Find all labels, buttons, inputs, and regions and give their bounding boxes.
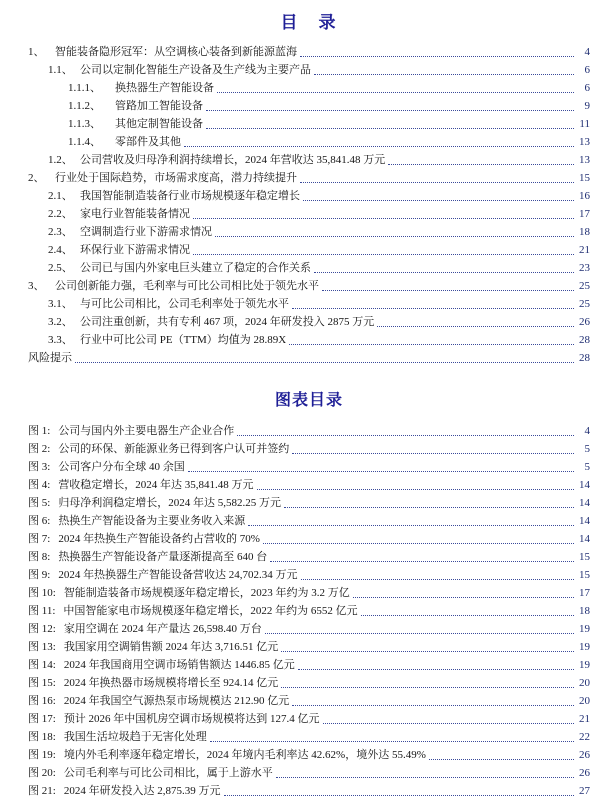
- dot-leader: [75, 362, 574, 363]
- dot-leader: [237, 435, 574, 436]
- figure-entry-page: 17: [579, 587, 590, 599]
- figure-entry[interactable]: [28, 746, 590, 764]
- toc-entry-number: 2.1、: [48, 190, 73, 202]
- figure-entry-number: 图 12:: [28, 623, 56, 635]
- toc-entry-number: 2.3、: [48, 226, 73, 238]
- figure-entry-title: 2024 年换热器市场规模将增长至 924.14 亿元: [63, 677, 279, 689]
- toc-entry-number: 2.5、: [48, 262, 73, 274]
- figure-entry-page: 14: [579, 479, 590, 491]
- toc-entry-page: 17: [579, 208, 590, 220]
- figure-entry-number: 图 1:: [28, 425, 51, 437]
- dot-leader: [353, 597, 574, 598]
- toc-entry-title: 公司创新能力强，毛利率与可比公司相比处于领先水平: [55, 280, 319, 292]
- toc-entry-page: 26: [579, 316, 590, 328]
- figure-entry-page: 27: [579, 785, 590, 797]
- toc-entry[interactable]: [28, 349, 590, 367]
- figure-entry[interactable]: [28, 548, 590, 566]
- figure-entry-title: 热换生产智能设备为主要业务收入来源: [58, 515, 246, 527]
- toc-entry-title: 其他定制智能设备: [115, 118, 203, 130]
- figure-entry[interactable]: [28, 710, 590, 728]
- toc-entry-page: 4: [584, 46, 590, 58]
- figure-entry[interactable]: [28, 602, 590, 620]
- toc-entry-page: 23: [579, 262, 590, 274]
- figure-entry-number: 图 19:: [28, 749, 56, 761]
- figure-entry-title: 家用空调在 2024 年产量达 26,598.40 万台: [63, 623, 262, 635]
- toc-entry[interactable]: [28, 61, 590, 79]
- toc-entry-title: 公司已与国内外家电巨头建立了稳定的合作关系: [80, 262, 311, 274]
- toc-entry-title: 与可比公司相比，公司毛利率处于领先水平: [80, 298, 289, 310]
- figure-entry[interactable]: [28, 422, 590, 440]
- toc-entry-title: 零部件及其他: [115, 136, 181, 148]
- figure-entry-number: 图 17:: [28, 713, 56, 725]
- dot-leader: [429, 759, 574, 760]
- figure-entry-title: 热换器生产智能设备产量逐渐提高至 640 台: [58, 551, 268, 563]
- figure-entry-page: 15: [579, 569, 590, 581]
- figure-entry-number: 图 8:: [28, 551, 51, 563]
- dot-leader: [361, 615, 574, 616]
- figure-entry[interactable]: [28, 530, 590, 548]
- toc-entry-title: 行业中可比公司 PE（TTM）均值为 28.89X: [80, 334, 287, 346]
- toc-entry[interactable]: [28, 331, 590, 349]
- figure-entry-title: 2024 年研发投入达 2,875.39 万元: [63, 785, 221, 797]
- figure-entry[interactable]: [28, 440, 590, 458]
- figure-entry[interactable]: [28, 764, 590, 782]
- figure-entry[interactable]: [28, 728, 590, 746]
- figure-entry-page: 14: [579, 515, 590, 527]
- toc-entry-title: 智能装备隐形冠军：从空调核心装备到新能源蓝海: [55, 46, 297, 58]
- figure-entry-page: 19: [579, 623, 590, 635]
- figure-entry[interactable]: [28, 656, 590, 674]
- figure-entry[interactable]: [28, 782, 590, 800]
- figure-entry-page: 22: [579, 731, 590, 743]
- dot-leader: [263, 543, 574, 544]
- figure-entry[interactable]: [28, 638, 590, 656]
- toc-entry-number: 1.1.3、: [68, 118, 101, 130]
- figure-entry-number: 图 4:: [28, 479, 51, 491]
- toc-entry-number: 1.1.2、: [68, 100, 101, 112]
- toc-entry-title: 我国智能制造装备行业市场规模逐年稳定增长: [80, 190, 300, 202]
- toc-entry-page: 21: [579, 244, 590, 256]
- toc-entry-page: 13: [579, 136, 590, 148]
- dot-leader: [388, 164, 574, 165]
- toc-entry[interactable]: [28, 79, 590, 97]
- toc-entry[interactable]: [28, 241, 590, 259]
- figure-entry-number: 图 20:: [28, 767, 56, 779]
- figure-entry-title: 预计 2026 年中国机房空调市场规模将达到 127.4 亿元: [63, 713, 320, 725]
- dot-leader: [281, 651, 574, 652]
- toc-entry-page: 11: [579, 118, 590, 130]
- toc-entry[interactable]: [28, 223, 590, 241]
- toc-list: [28, 43, 590, 367]
- dot-leader: [289, 344, 574, 345]
- figure-entry-page: 15: [579, 551, 590, 563]
- toc-entry[interactable]: [28, 259, 590, 277]
- figure-entry-page: 18: [579, 605, 590, 617]
- dot-leader: [292, 308, 574, 309]
- toc-entry-number: 3.3、: [48, 334, 73, 346]
- toc-entry-number: 2.4、: [48, 244, 73, 256]
- toc-entry[interactable]: [28, 133, 590, 151]
- figure-entry-number: 图 14:: [28, 659, 56, 671]
- dot-leader: [298, 669, 574, 670]
- figure-entry-number: 图 11:: [28, 605, 56, 617]
- dot-leader: [248, 525, 574, 526]
- figure-entry-title: 中国智能家电市场规模逐年稳定增长，2022 年约为 6552 亿元: [63, 605, 358, 617]
- toc-entry[interactable]: [28, 277, 590, 295]
- toc-entry-page: 28: [579, 334, 590, 346]
- dot-leader: [210, 741, 574, 742]
- figure-entry-number: 图 6:: [28, 515, 51, 527]
- figure-entry-page: 5: [584, 443, 590, 455]
- figure-entry-page: 14: [579, 497, 590, 509]
- dot-leader: [206, 128, 574, 129]
- figure-entry-title: 归母净利润稳定增长，2024 年达 5,582.25 万元: [58, 497, 282, 509]
- dot-leader: [257, 489, 574, 490]
- figure-entry-number: 图 15:: [28, 677, 56, 689]
- figure-entry-number: 图 10:: [28, 587, 56, 599]
- toc-entry[interactable]: [28, 295, 590, 313]
- toc-entry[interactable]: [28, 97, 590, 115]
- toc-title: 目 录: [280, 13, 338, 32]
- dot-leader: [265, 633, 574, 634]
- toc-entry-number: 1.1.4、: [68, 136, 101, 148]
- dot-leader: [322, 290, 574, 291]
- toc-entry[interactable]: [28, 115, 590, 133]
- toc-entry-page: 6: [584, 82, 590, 94]
- toc-entry-title: 空调制造行业下游需求情况: [80, 226, 212, 238]
- toc-entry[interactable]: [28, 205, 590, 223]
- figure-entry-page: 21: [579, 713, 590, 725]
- toc-entry-number: 3、: [28, 280, 45, 292]
- toc-entry-number: 2.2、: [48, 208, 73, 220]
- figure-entry-title: 公司毛利率与可比公司相比，属于上游水平: [63, 767, 273, 779]
- figure-entry[interactable]: [28, 476, 590, 494]
- figure-entry-number: 图 9:: [28, 569, 51, 581]
- dot-leader: [300, 182, 574, 183]
- figure-entry[interactable]: [28, 458, 590, 476]
- dot-leader: [217, 92, 574, 93]
- toc-entry-title: 公司以定制化智能生产设备及生产线为主要产品: [80, 64, 311, 76]
- figure-entry-title: 公司与国内外主要电器生产企业合作: [58, 425, 235, 437]
- toc-entry-title: 行业处于国际趋势，市场需求度高，潜力持续提升: [55, 172, 297, 184]
- toc-entry[interactable]: [28, 187, 590, 205]
- figure-entry-title: 2024 年我国商用空调市场销售额达 1446.85 亿元: [63, 659, 295, 671]
- toc-entry-number: 3.2、: [48, 316, 73, 328]
- toc-entry-number: 1、: [28, 46, 45, 58]
- dot-leader: [300, 56, 574, 57]
- figure-entry-number: 图 3:: [28, 461, 51, 473]
- figure-entry-page: 20: [579, 677, 590, 689]
- toc-entry-number: 1.1、: [48, 64, 73, 76]
- dot-leader: [377, 326, 574, 327]
- toc-entry-number: 2、: [28, 172, 45, 184]
- figure-entry-title: 2024 年我国空气源热泵市场规模达 212.90 亿元: [63, 695, 290, 707]
- dot-leader: [215, 236, 574, 237]
- dot-leader: [323, 723, 574, 724]
- figure-list: [28, 422, 590, 800]
- dot-leader: [188, 471, 574, 472]
- dot-leader: [184, 146, 574, 147]
- figure-entry-number: 图 18:: [28, 731, 56, 743]
- dot-leader: [284, 507, 574, 508]
- figure-entry-page: 20: [579, 695, 590, 707]
- figure-entry-title: 我国家用空调销售额 2024 年达 3,716.51 亿元: [63, 641, 279, 653]
- dot-leader: [314, 74, 574, 75]
- toc-entry-page: 6: [584, 64, 590, 76]
- figure-entry-number: 图 13:: [28, 641, 56, 653]
- toc-entry-title: 换热器生产智能设备: [115, 82, 214, 94]
- dot-leader: [303, 200, 574, 201]
- dot-leader: [292, 705, 574, 706]
- dot-leader: [276, 777, 574, 778]
- toc-entry-title: 家电行业智能装备情况: [80, 208, 190, 220]
- figure-entry-title: 境内外毛利率逐年稳定增长，2024 年境内毛利率达 42.62%，境外达 55.49%: [63, 749, 426, 761]
- dot-leader: [301, 579, 574, 580]
- dot-leader: [193, 218, 574, 219]
- toc-entry[interactable]: [28, 151, 590, 169]
- toc-entry[interactable]: [28, 169, 590, 187]
- dot-leader: [206, 110, 574, 111]
- toc-entry-title: 公司注重创新，共有专利 467 项，2024 年研发投入 2875 万元: [80, 316, 375, 328]
- figure-entry-title: 2024 年热换器生产智能设备营收达 24,702.34 万元: [58, 569, 298, 581]
- toc-entry-page: 15: [579, 172, 590, 184]
- figure-entry-title: 智能制造装备市场规模逐年稳定增长，2023 年约为 3.2 万亿: [63, 587, 350, 599]
- toc-entry-number: 3.1、: [48, 298, 73, 310]
- figure-entry-title: 公司的环保、新能源业务已得到客户认可并签约: [58, 443, 290, 455]
- figure-entry-number: 图 5:: [28, 497, 51, 509]
- dot-leader: [224, 795, 574, 796]
- dot-leader: [193, 254, 574, 255]
- figure-entry-title: 2024 年热换生产智能设备约占营收的 70%: [58, 533, 260, 545]
- toc-entry-number: 1.1.1、: [68, 82, 101, 94]
- figure-entry[interactable]: [28, 494, 590, 512]
- toc-entry-title: 管路加工智能设备: [115, 100, 203, 112]
- figure-entry-number: 图 21:: [28, 785, 56, 797]
- toc-entry-title: 公司营收及归母净利润持续增长，2024 年营收达 35,841.48 万元: [80, 154, 386, 166]
- dot-leader: [270, 561, 574, 562]
- toc-entry[interactable]: [28, 43, 590, 61]
- figure-entry[interactable]: [28, 620, 590, 638]
- toc-entry-title: 环保行业下游需求情况: [80, 244, 190, 256]
- figure-entry-page: 26: [579, 749, 590, 761]
- toc-entry-number: 1.2、: [48, 154, 73, 166]
- figure-entry[interactable]: [28, 566, 590, 584]
- toc-entry-page: 18: [579, 226, 590, 238]
- figure-entry-title: 我国生活垃圾趋于无害化处理: [63, 731, 207, 743]
- figure-entry[interactable]: [28, 692, 590, 710]
- figure-entry-page: 19: [579, 659, 590, 671]
- figure-entry[interactable]: [28, 584, 590, 602]
- figure-entry-title: 营收稳定增长，2024 年达 35,841.48 万元: [58, 479, 254, 491]
- toc-entry[interactable]: [28, 313, 590, 331]
- toc-entry-page: 13: [579, 154, 590, 166]
- figure-entry-number: 图 2:: [28, 443, 51, 455]
- figure-entry-page: 26: [579, 767, 590, 779]
- toc-entry-page: 28: [579, 352, 590, 364]
- figures-title: 图表目录: [274, 392, 343, 409]
- figure-entry-page: 19: [579, 641, 590, 653]
- figure-entry-page: 4: [584, 425, 590, 437]
- toc-entry-page: 25: [579, 298, 590, 310]
- figure-entry[interactable]: [28, 512, 590, 530]
- dot-leader: [314, 272, 574, 273]
- dot-leader: [281, 687, 574, 688]
- figure-entry-number: 图 16:: [28, 695, 56, 707]
- figure-entry[interactable]: [28, 674, 590, 692]
- figure-entry-number: 图 7:: [28, 533, 51, 545]
- figure-entry-page: 14: [579, 533, 590, 545]
- dot-leader: [292, 453, 574, 454]
- toc-entry-page: 25: [579, 280, 590, 292]
- figure-entry-page: 5: [584, 461, 590, 473]
- toc-entry-page: 16: [579, 190, 590, 202]
- toc-entry-page: 9: [584, 100, 590, 112]
- figure-entry-title: 公司客户分布全球 40 余国: [58, 461, 185, 473]
- toc-entry-title: 风险提示: [28, 352, 72, 364]
